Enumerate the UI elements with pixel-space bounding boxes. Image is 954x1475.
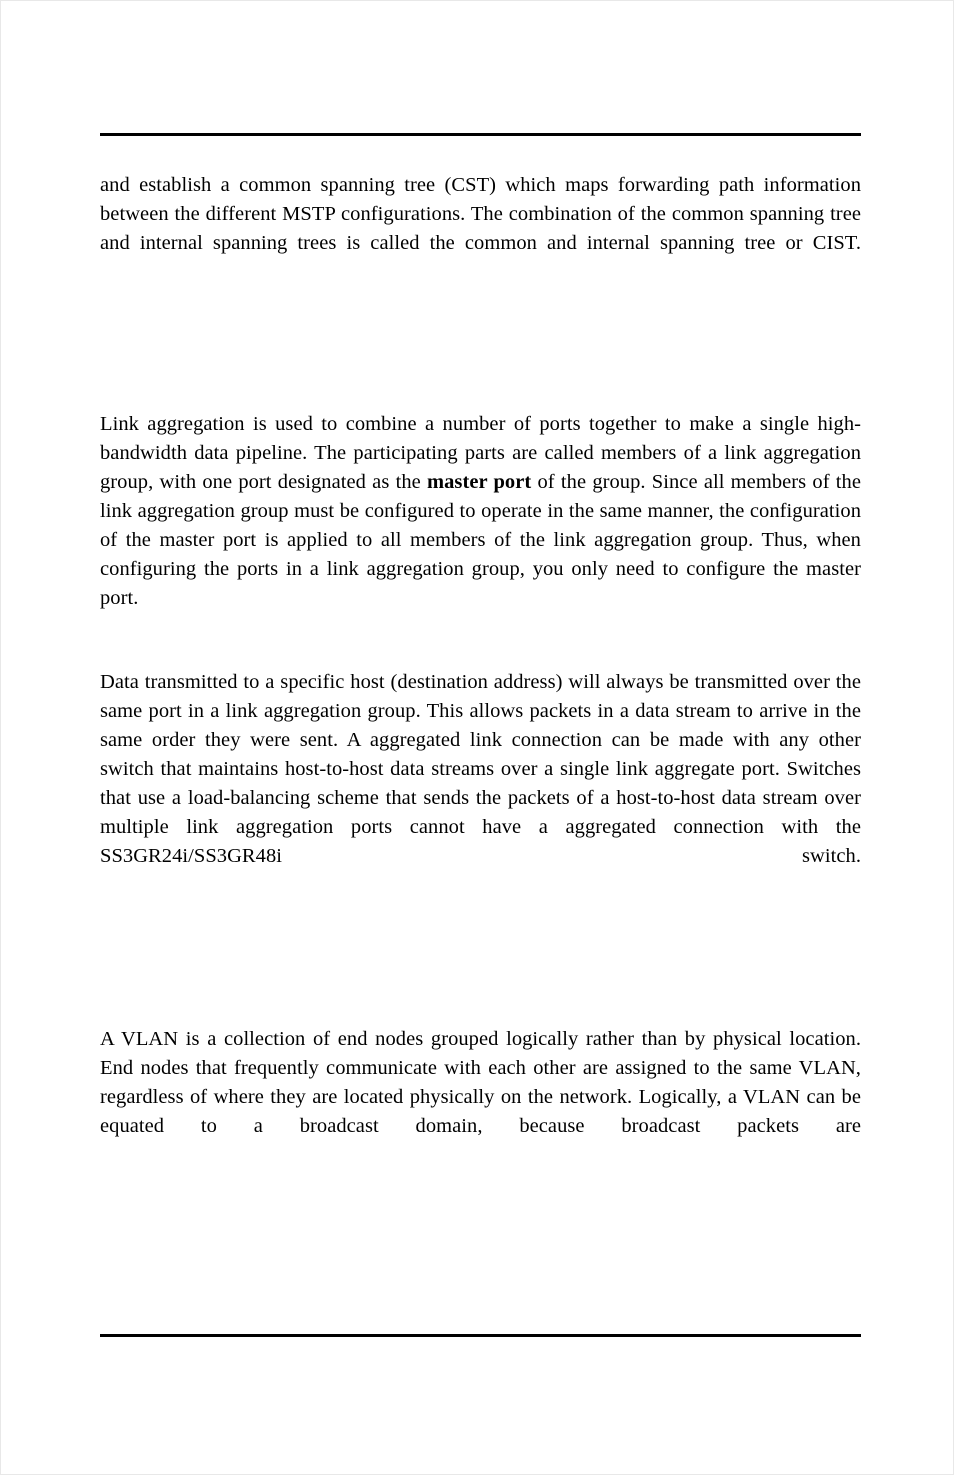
paragraph-spacer	[100, 642, 861, 668]
footer-rule	[100, 1334, 861, 1337]
paragraph-data-transmitted: Data transmitted to a specific host (destination address) will always be transmitted over the same port in a link aggregation group. This allows packets in a data stream to arrive in the same order they were sent. A aggregated link connection can be made with any other switch that maintains host-to-host data streams over a single link aggregate port. Switches that use a load-balancing scheme that sends the packets of a host-to-host data stream over multiple link aggregation ports cannot have a aggregated connection with the SS3GR24i/SS3GR48i switch.	[100, 671, 861, 867]
paragraph-text-after-emphasis: of the group. Since all members of the link aggregation group must be configured to operate in the same manner, the configuration of the master port is applied to all members of the link aggregation group. Thus, when configuring the ports in a link aggregation group, you only need to configure the master port.	[100, 471, 861, 609]
paragraph-link-aggregation-intro	[100, 410, 861, 642]
section-heading-link-aggregation-label	[100, 287, 861, 410]
section-heading-link-aggregation	[100, 287, 861, 410]
paragraph-text-before-emphasis: Link aggregation is used to combine a number of ports together to make a single high-bandwidth data pipeline. The participating parts are called members of a link aggregation group, with one port designated as the	[100, 413, 861, 493]
paragraph-cist: and establish a common spanning tree (CST) which maps forwarding path information between the different MSTP configurations. The combination of the common spanning tree and internal spanning trees is called the common and internal spanning tree or CIST.	[100, 174, 861, 254]
section-heading-vlan-label	[100, 900, 861, 1025]
section-heading-vlan	[100, 900, 861, 1025]
emphasis-master-port: master port	[427, 471, 532, 493]
paragraph-vlan: A VLAN is a collection of end nodes grouped logically rather than by physical location. End nodes that frequently communicate with each other are assigned to the same VLAN, regardless of where they are located physically on the network. Logically, a VLAN can be equated to a broadcast domain, because broadcast packets are	[100, 1028, 861, 1137]
header-rule	[100, 133, 861, 136]
page-body	[100, 171, 861, 1170]
